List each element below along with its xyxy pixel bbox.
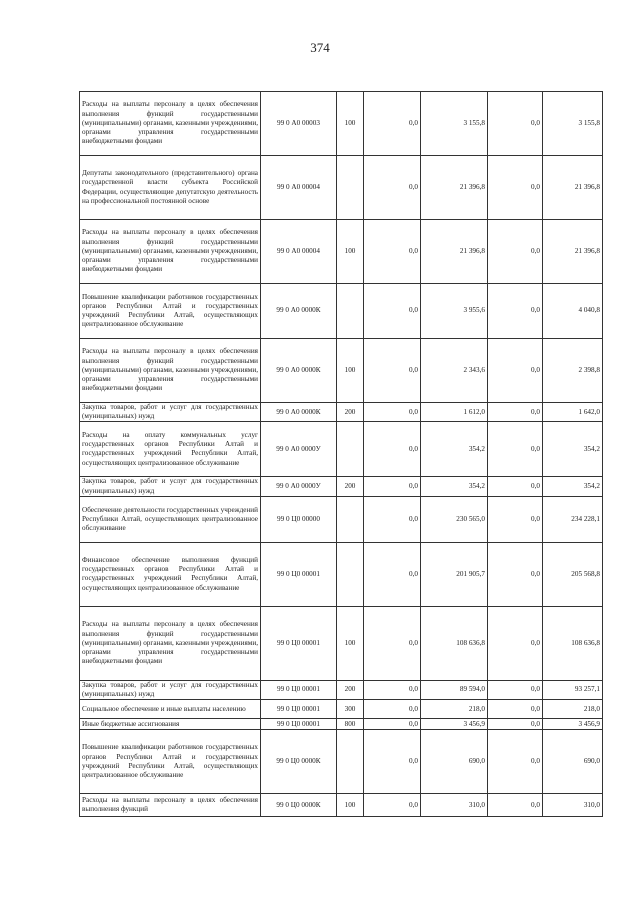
row-value-3: 0,0: [488, 719, 543, 730]
row-value-2: 3 155,8: [421, 92, 488, 156]
row-value-4: 310,0: [543, 794, 603, 817]
row-value-1: 0,0: [364, 220, 421, 284]
row-value-2: 690,0: [421, 730, 488, 794]
row-value-4: 234 228,1: [543, 496, 603, 542]
row-expense-type: [337, 730, 364, 794]
row-value-3: 0,0: [488, 422, 543, 477]
row-value-1: 0,0: [364, 794, 421, 817]
row-name: Обеспечение деятельности государственных учреждений Республики Алтай, осуществляющих централизованное обслуживание: [80, 496, 261, 542]
row-code: 99 0 А0 0000К: [261, 403, 337, 422]
row-value-2: 2 343,6: [421, 339, 488, 403]
row-value-2: 1 612,0: [421, 403, 488, 422]
row-value-3: 0,0: [488, 730, 543, 794]
row-expense-type: 100: [337, 339, 364, 403]
table-row: [80, 680, 603, 699]
table-row: [80, 92, 603, 156]
row-value-1: 0,0: [364, 700, 421, 719]
row-name: Расходы на выплаты персоналу в целях обеспечения выполнения функций государственными (муниципальными) органами, казенными учреждениями, органами управления государственными внебюджетными фондами: [80, 339, 261, 403]
row-value-2: 218,0: [421, 700, 488, 719]
row-value-4: 218,0: [543, 700, 603, 719]
row-value-2: 108 636,8: [421, 606, 488, 680]
row-value-3: 0,0: [488, 542, 543, 606]
row-value-3: 0,0: [488, 496, 543, 542]
row-expense-type: 200: [337, 680, 364, 699]
row-name: Иные бюджетные ассигнования: [80, 719, 261, 730]
row-expense-type: [337, 284, 364, 339]
row-expense-type: 800: [337, 719, 364, 730]
row-value-1: 0,0: [364, 156, 421, 220]
row-name: Финансовое обеспечение выполнения функций государственных органов Республики Алтай и государственных учреждений Республики Алтай, осуществляющих централизованное обслуживание: [80, 542, 261, 606]
row-value-2: 89 594,0: [421, 680, 488, 699]
row-name: Закупка товаров, работ и услуг для государственных (муниципальных) нужд: [80, 403, 261, 422]
row-expense-type: 100: [337, 606, 364, 680]
row-value-1: 0,0: [364, 422, 421, 477]
row-value-4: 354,2: [543, 422, 603, 477]
row-code: 99 0 А0 00004: [261, 220, 337, 284]
row-value-1: 0,0: [364, 403, 421, 422]
row-value-4: 354,2: [543, 477, 603, 496]
row-code: 99 0 А0 00003: [261, 92, 337, 156]
row-value-4: 21 396,8: [543, 220, 603, 284]
row-code: 99 0 А0 0000К: [261, 284, 337, 339]
row-value-4: 1 642,0: [543, 403, 603, 422]
row-name: Расходы на выплаты персоналу в целях обеспечения выполнения функций государственными (муниципальными) органами, казенными учреждениями, органами управления государственными внебюджетными фондами: [80, 220, 261, 284]
row-value-1: 0,0: [364, 680, 421, 699]
table-row: [80, 220, 603, 284]
row-expense-type: 200: [337, 477, 364, 496]
row-value-2: 3 456,9: [421, 719, 488, 730]
row-code: 99 0 А0 0000У: [261, 477, 337, 496]
row-value-1: 0,0: [364, 477, 421, 496]
row-value-1: 0,0: [364, 496, 421, 542]
row-code: 99 0 Ц0 00001: [261, 719, 337, 730]
row-value-2: 354,2: [421, 422, 488, 477]
row-expense-type: 200: [337, 403, 364, 422]
table-row: [80, 156, 603, 220]
row-name: Социальное обеспечение и иные выплаты населению: [80, 700, 261, 719]
table-row: [80, 339, 603, 403]
row-expense-type: 100: [337, 794, 364, 817]
table-row: [80, 496, 603, 542]
row-value-3: 0,0: [488, 284, 543, 339]
row-value-1: 0,0: [364, 606, 421, 680]
table-row: [80, 719, 603, 730]
table-row: [80, 477, 603, 496]
row-value-3: 0,0: [488, 403, 543, 422]
row-name: Расходы на выплаты персоналу в целях обеспечения выполнения функций: [80, 794, 261, 817]
row-code: 99 0 А0 00004: [261, 156, 337, 220]
row-code: 99 0 Ц0 0000К: [261, 794, 337, 817]
row-value-2: 230 565,0: [421, 496, 488, 542]
row-value-3: 0,0: [488, 156, 543, 220]
row-expense-type: 100: [337, 220, 364, 284]
row-value-4: 205 568,8: [543, 542, 603, 606]
row-name: Депутаты законодательного (представительного) органа государственной власти субъекта Российской Федерации, осуществляющие депутатскую деятельность на профессиональной постоянной основе: [80, 156, 261, 220]
row-value-3: 0,0: [488, 220, 543, 284]
table-row: [80, 542, 603, 606]
row-code: 99 0 Ц0 00001: [261, 542, 337, 606]
row-value-3: 0,0: [488, 680, 543, 699]
row-value-1: 0,0: [364, 542, 421, 606]
table-row: [80, 700, 603, 719]
row-name: Закупка товаров, работ и услуг для государственных (муниципальных) нужд: [80, 477, 261, 496]
row-value-4: 93 257,1: [543, 680, 603, 699]
row-code: 99 0 Ц0 00001: [261, 700, 337, 719]
row-expense-type: [337, 542, 364, 606]
row-name: Повышение квалификации работников государственных органов Республики Алтай и государственных учреждений Республики Алтай, осуществляющих централизованное обслуживание: [80, 730, 261, 794]
row-expense-type: 100: [337, 92, 364, 156]
row-code: 99 0 А0 0000К: [261, 339, 337, 403]
row-expense-type: [337, 156, 364, 220]
budget-table: [79, 91, 603, 817]
row-value-3: 0,0: [488, 606, 543, 680]
row-value-4: 4 040,8: [543, 284, 603, 339]
row-value-4: 690,0: [543, 730, 603, 794]
row-code: 99 0 Ц0 00000: [261, 496, 337, 542]
row-name: Расходы на выплаты персоналу в целях обеспечения выполнения функций государственными (муниципальными) органами, казенными учреждениями, органами управления государственными внебюджетными фондами: [80, 606, 261, 680]
row-value-4: 3 456,9: [543, 719, 603, 730]
row-value-2: 310,0: [421, 794, 488, 817]
row-code: 99 0 Ц0 00001: [261, 680, 337, 699]
row-value-2: 3 955,6: [421, 284, 488, 339]
table-row: [80, 403, 603, 422]
row-value-4: 2 398,8: [543, 339, 603, 403]
row-value-2: 21 396,8: [421, 220, 488, 284]
row-value-1: 0,0: [364, 339, 421, 403]
table-row: [80, 284, 603, 339]
row-value-1: 0,0: [364, 730, 421, 794]
row-value-3: 0,0: [488, 339, 543, 403]
row-code: 99 0 А0 0000У: [261, 422, 337, 477]
row-expense-type: 300: [337, 700, 364, 719]
row-code: 99 0 Ц0 00001: [261, 606, 337, 680]
table-row: [80, 606, 603, 680]
row-value-2: 21 396,8: [421, 156, 488, 220]
row-expense-type: [337, 422, 364, 477]
row-value-4: 108 636,8: [543, 606, 603, 680]
row-value-3: 0,0: [488, 700, 543, 719]
row-value-3: 0,0: [488, 477, 543, 496]
row-value-4: 21 396,8: [543, 156, 603, 220]
table-row: [80, 730, 603, 794]
row-name: Закупка товаров, работ и услуг для государственных (муниципальных) нужд: [80, 680, 261, 699]
row-value-3: 0,0: [488, 92, 543, 156]
row-name: Расходы на оплату коммунальных услуг государственных органов Республики Алтай и государственных учреждений Республики Алтай, осуществляющих централизованное обслуживание: [80, 422, 261, 477]
row-expense-type: [337, 496, 364, 542]
row-name: Расходы на выплаты персоналу в целях обеспечения выполнения функций государственными (муниципальными) органами, казенными учреждениями, органами управления государственными внебюджетными фондами: [80, 92, 261, 156]
row-value-2: 354,2: [421, 477, 488, 496]
row-value-2: 201 905,7: [421, 542, 488, 606]
row-value-1: 0,0: [364, 92, 421, 156]
row-value-1: 0,0: [364, 719, 421, 730]
row-value-4: 3 155,8: [543, 92, 603, 156]
table-row: [80, 794, 603, 817]
page-number: 374: [310, 40, 330, 55]
row-code: 99 0 Ц0 0000К: [261, 730, 337, 794]
row-name: Повышение квалификации работников государственных органов Республики Алтай и государственных учреждений Республики Алтай, осуществляющих централизованное обслуживание: [80, 284, 261, 339]
table-row: [80, 422, 603, 477]
row-value-1: 0,0: [364, 284, 421, 339]
row-value-3: 0,0: [488, 794, 543, 817]
